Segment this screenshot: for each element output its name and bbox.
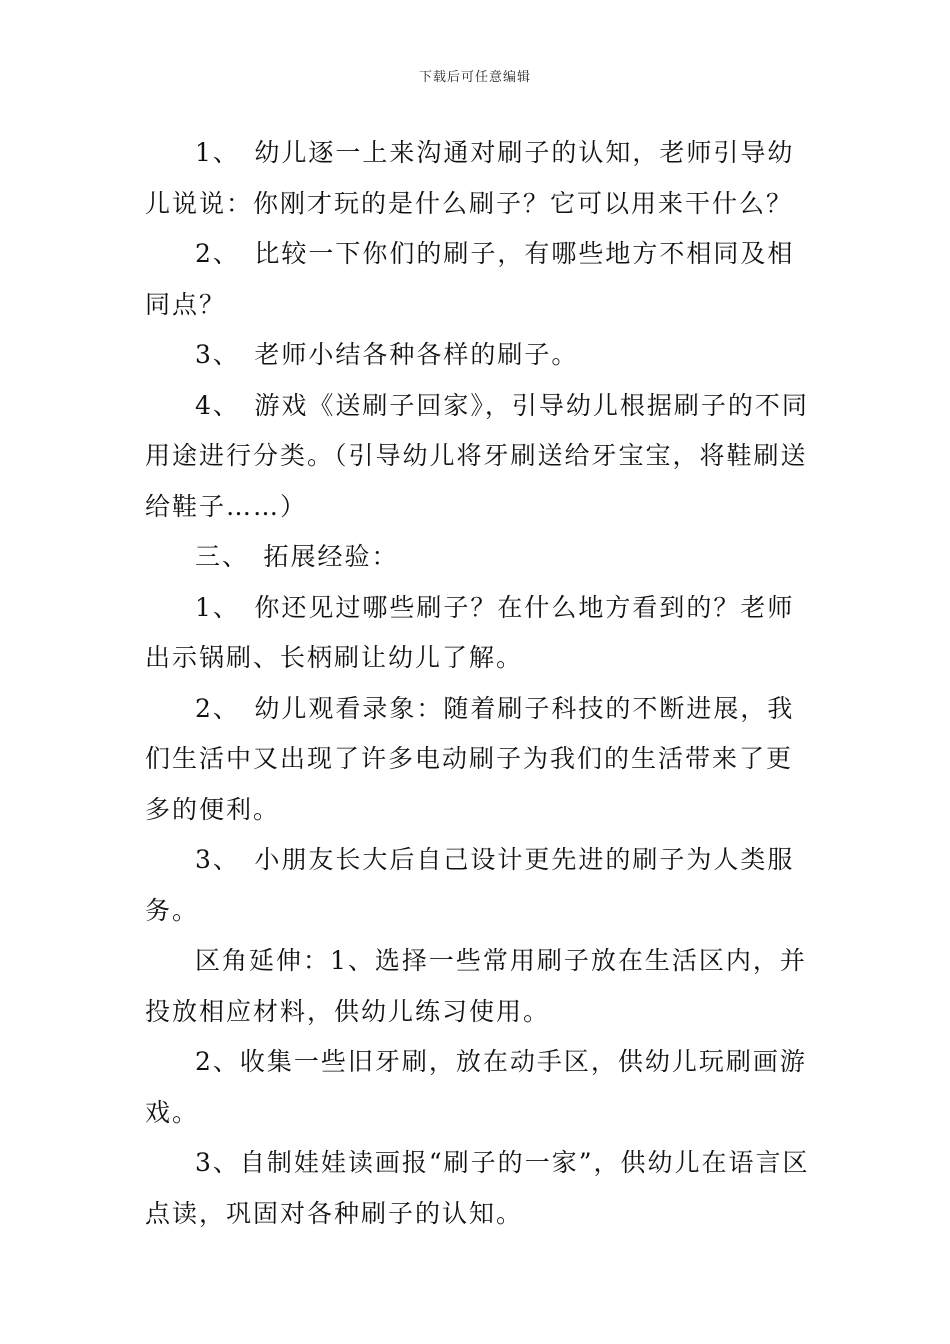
paragraph-area-extension-2: 2、收集一些旧牙刷，放在动手区，供幼儿玩刷画游戏。 xyxy=(145,1047,807,1127)
section-heading-extend-experience: 三、 拓展经验： xyxy=(195,542,399,571)
paragraph-step-4: 4、 游戏《送刷子回家》，引导幼儿根据刷子的不同用途进行分类。（引导幼儿将牙刷送给牙宝宝，将鞋刷送给鞋子……） xyxy=(145,390,809,521)
paragraph-area-extension-3: 3、自制娃娃读画报“刷子的一家”，供幼儿在语言区点读，巩固对各种刷子的认知。 xyxy=(145,1148,810,1228)
paragraph-step-1: 1、 幼儿逐一上来沟通对刷子的认知，老师引导幼儿说说：你刚才玩的是什么刷子？它可以用来干什么？ xyxy=(145,138,795,218)
page-header-note: 下载后可任意编辑 xyxy=(418,70,531,85)
paragraph-area-extension-1: 区角延伸：1、选择一些常用刷子放在生活区内，并投放相应材料，供幼儿练习使用。 xyxy=(145,946,807,1026)
paragraph-extend-1: 1、 你还见过哪些刷子？在什么地方看到的？老师出示锅刷、长柄刷让幼儿了解。 xyxy=(145,592,795,672)
paragraph-extend-2: 2、 幼儿观看录象：随着刷子科技的不断进展，我们生活中又出现了许多电动刷子为我们的生活带来了更多的便利。 xyxy=(145,693,795,824)
paragraph-extend-3: 3、 小朋友长大后自己设计更先进的刷子为人类服务。 xyxy=(145,845,795,925)
paragraph-step-3: 3、 老师小结各种各样的刷子。 xyxy=(195,340,579,369)
document-body xyxy=(145,128,810,1239)
paragraph-step-2: 2、 比较一下你们的刷子，有哪些地方不相同及相同点？ xyxy=(145,239,795,319)
